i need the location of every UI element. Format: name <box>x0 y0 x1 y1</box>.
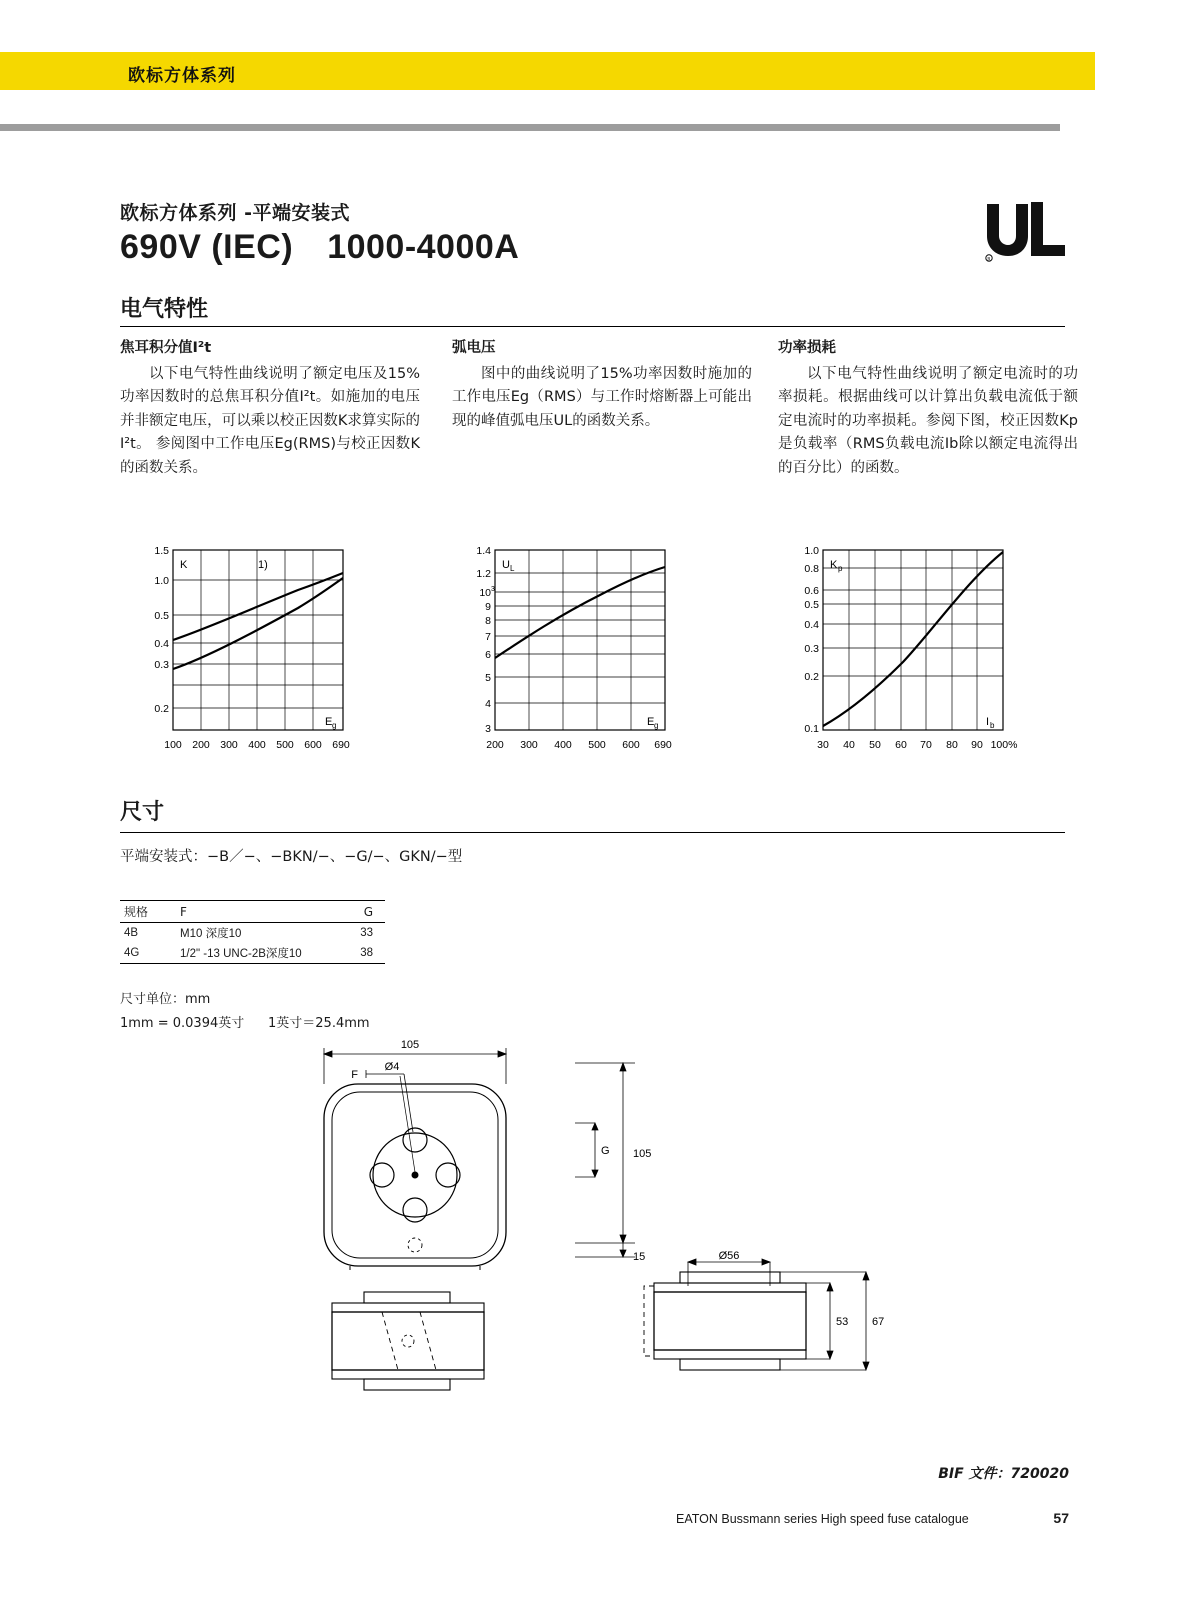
svg-text:0.3: 0.3 <box>804 643 819 655</box>
title-current: 1000-4000A <box>327 228 520 266</box>
cell-f: M10 深度10 <box>180 928 242 940</box>
th-f: F <box>176 901 323 923</box>
unit-note-inch: 1mm = 0.0394英寸 <box>120 1016 245 1031</box>
svg-text:1): 1) <box>258 559 268 571</box>
svg-text:80: 80 <box>946 739 958 751</box>
column-power-loss <box>778 336 1078 480</box>
section-heading-electrical: 电气特性 <box>120 297 209 322</box>
section-heading-dimensions: 尺寸 <box>120 800 165 825</box>
svg-text:0.2: 0.2 <box>804 671 819 683</box>
svg-text:R: R <box>987 257 991 262</box>
ul-logo-icon <box>983 200 1069 262</box>
svg-text:Ø4: Ø4 <box>384 1061 400 1073</box>
svg-text:400: 400 <box>248 739 266 751</box>
page-number: 57 <box>1053 1510 1069 1526</box>
svg-text:200: 200 <box>486 739 504 751</box>
column-heading-arc-voltage: 弧电压 <box>452 340 496 356</box>
svg-text:1.4: 1.4 <box>476 545 491 557</box>
unit-note-mm: 尺寸单位：mm <box>120 992 211 1007</box>
svg-text:K: K <box>830 559 838 571</box>
svg-text:0.8: 0.8 <box>804 563 819 575</box>
bif-reference: BIF 文件：720020 <box>938 1466 1069 1482</box>
section-rule-electrical <box>120 326 1065 327</box>
column-heading-power-loss: 功率损耗 <box>778 340 836 356</box>
column-arc-voltage <box>452 336 752 433</box>
svg-text:30: 30 <box>817 739 829 751</box>
column-body-power-loss: 以下电气特性曲线说明了额定电流时的功率损耗。根据曲线可以计算出负载电流低于额定电流时的功率损耗。参阅下图，校正因数Kp是负载率（RMS负载电流Ib除以额定电流得出的百分比）的函数。 <box>778 366 1078 476</box>
svg-text:9: 9 <box>485 601 491 613</box>
svg-text:6: 6 <box>485 649 491 661</box>
svg-text:67: 67 <box>872 1316 885 1328</box>
cell-f: 1/2" -13 UNC-2B深度10 <box>176 943 323 964</box>
header-banner-title: 欧标方体系列 <box>128 66 236 86</box>
svg-text:L: L <box>510 564 515 573</box>
column-i2t <box>120 336 420 480</box>
svg-text:50: 50 <box>869 739 881 751</box>
header-divider <box>0 124 1060 131</box>
svg-text:300: 300 <box>520 739 538 751</box>
svg-text:690: 690 <box>654 739 672 751</box>
unit-note-inch-mm: 1英寸＝25.4mm <box>268 1016 370 1031</box>
svg-text:1.0: 1.0 <box>154 575 169 587</box>
svg-text:5: 5 <box>485 672 491 684</box>
dimension-table <box>120 900 385 964</box>
svg-text:0.6: 0.6 <box>804 585 819 597</box>
svg-text:200: 200 <box>192 739 210 751</box>
chart-power-loss-factor <box>778 540 1038 770</box>
svg-text:3: 3 <box>491 586 495 593</box>
page-subtitle: 欧标方体系列 -平端安装式 <box>120 202 351 224</box>
mounting-note: 平端安装式：−B／−、−BKN/−、−G/−、GKN/−型 <box>120 849 463 865</box>
title-voltage: 690V (IEC) <box>120 228 294 266</box>
svg-text:K: K <box>180 559 188 571</box>
svg-text:1.5: 1.5 <box>154 545 169 557</box>
svg-text:g: g <box>654 721 659 730</box>
svg-text:G: G <box>601 1145 610 1157</box>
column-body-i2t: 以下电气特性曲线说明了额定电压及15%功率因数时的总焦耳积分值I²t。如施加的电压并非额定电压，可以乘以校正因数K求算实际的I²t。 参阅图中工作电压Eg(RMS)与校正因数K的函数关系。 <box>120 366 420 476</box>
footer-catalogue: EATON Bussmann series High speed fuse catalogue <box>676 1512 969 1526</box>
svg-text:I: I <box>986 716 990 728</box>
svg-text:105: 105 <box>633 1148 652 1160</box>
svg-text:0.1: 0.1 <box>804 723 819 735</box>
th-g: G <box>323 901 385 923</box>
svg-text:60: 60 <box>895 739 907 751</box>
svg-text:600: 600 <box>622 739 640 751</box>
th-spec: 规格 <box>120 901 176 923</box>
svg-text:0.5: 0.5 <box>804 599 819 611</box>
svg-text:0.2: 0.2 <box>154 703 169 715</box>
page-title <box>120 228 519 267</box>
column-body-arc-voltage: 图中的曲线说明了15%功率因数时施加的工作电压Eg（RMS）与工作时熔断器上可能出现的峰值弧电压UL的函数关系。 <box>452 366 752 429</box>
svg-text:400: 400 <box>554 739 572 751</box>
cell-g: 33 <box>360 927 373 939</box>
svg-text:15: 15 <box>633 1251 646 1263</box>
drawing-side-view <box>320 1290 510 1405</box>
svg-text:1.0: 1.0 <box>804 545 819 557</box>
section-rule-dimensions <box>120 832 1065 833</box>
svg-text:10: 10 <box>479 587 491 599</box>
svg-text:90: 90 <box>971 739 983 751</box>
svg-text:E: E <box>325 716 333 728</box>
drawing-front-view-dims <box>575 1045 685 1280</box>
svg-text:p: p <box>838 564 843 573</box>
column-heading-i2t: 焦耳积分值I²t <box>120 340 212 356</box>
chart-i2t-correction-factor <box>128 540 378 770</box>
svg-text:500: 500 <box>276 739 294 751</box>
svg-text:0.3: 0.3 <box>154 659 169 671</box>
svg-text:8: 8 <box>485 615 491 627</box>
svg-text:0.4: 0.4 <box>804 619 819 631</box>
svg-text:g: g <box>332 721 337 730</box>
svg-text:53: 53 <box>836 1316 849 1328</box>
cell-spec: 4B <box>124 927 139 939</box>
cell-g: 38 <box>323 943 385 964</box>
svg-text:U: U <box>502 559 510 571</box>
svg-text:E: E <box>647 716 655 728</box>
svg-text:600: 600 <box>304 739 322 751</box>
svg-text:690: 690 <box>332 739 350 751</box>
svg-text:70: 70 <box>920 739 932 751</box>
svg-text:300: 300 <box>220 739 238 751</box>
svg-text:Ø56: Ø56 <box>718 1250 740 1262</box>
svg-text:F: F <box>351 1069 358 1081</box>
drawing-side-view-dims <box>630 1250 910 1415</box>
svg-text:0.5: 0.5 <box>154 610 169 622</box>
drawing-front-view <box>310 1020 590 1275</box>
svg-text:7: 7 <box>485 631 491 643</box>
svg-text:105: 105 <box>400 1039 420 1051</box>
table-header-row <box>120 901 385 923</box>
chart-arc-voltage <box>450 540 700 770</box>
svg-text:0.4: 0.4 <box>154 638 169 650</box>
svg-text:b: b <box>990 721 995 730</box>
cell-spec: 4G <box>120 943 176 964</box>
svg-text:3: 3 <box>485 723 491 735</box>
svg-text:500: 500 <box>588 739 606 751</box>
svg-text:40: 40 <box>843 739 855 751</box>
svg-text:100: 100 <box>164 739 182 751</box>
table-row <box>120 943 385 964</box>
svg-text:100%: 100% <box>990 739 1018 751</box>
table-row <box>120 923 385 944</box>
svg-text:4: 4 <box>485 698 491 710</box>
svg-text:1.2: 1.2 <box>476 568 491 580</box>
